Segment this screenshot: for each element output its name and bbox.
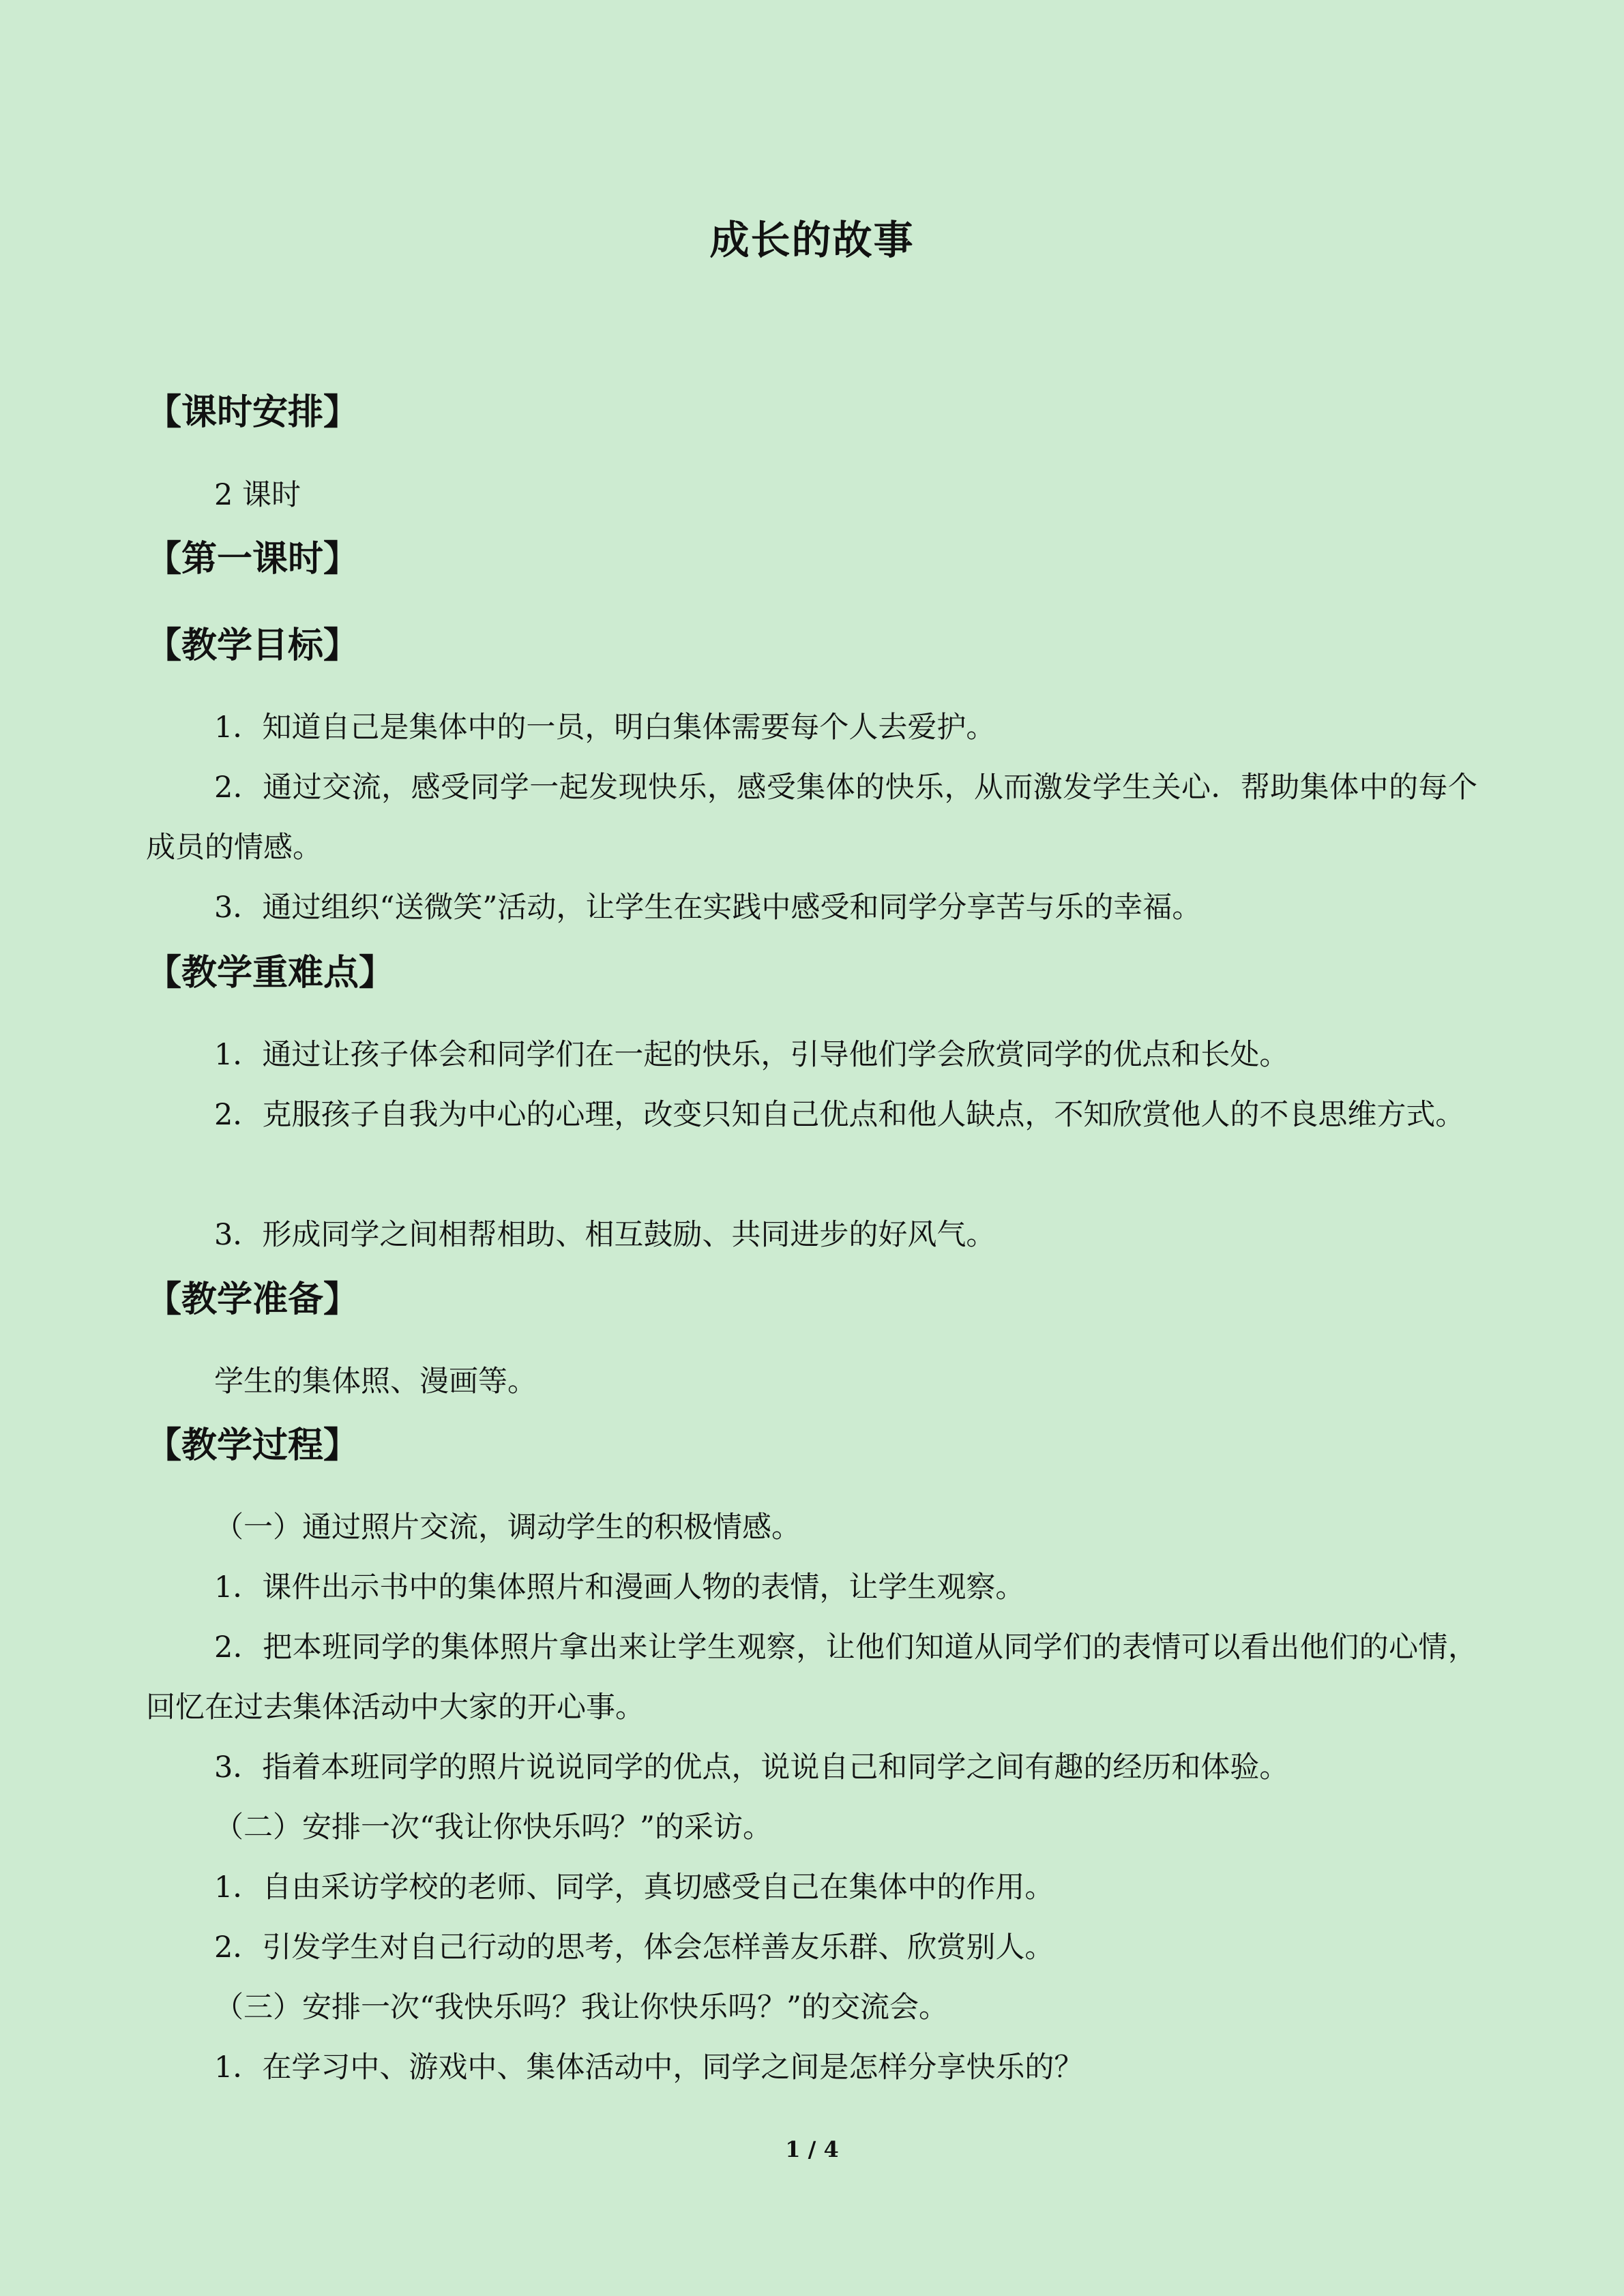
preparation-text: 学生的集体照、漫画等。 (214, 1365, 537, 1399)
process-step: 1．课件出示书中的集体照片和漫画人物的表情，让学生观察。 (214, 1570, 1025, 1605)
page-number: 1 / 4 (785, 2136, 839, 2162)
document-title: 成长的故事 (709, 217, 915, 263)
schedule-text: 2 课时 (214, 478, 301, 512)
heading-process: 【教学过程】 (146, 1425, 359, 1466)
heading-first-lesson: 【第一课时】 (146, 539, 359, 580)
heading-key-points: 【教学重难点】 (146, 953, 395, 994)
key-point-item: 2．克服孩子自我为中心的心理，改变只知自己优点和他人缺点，不知欣赏他人的不良思维方式。 (214, 1098, 1465, 1132)
process-step: 2．把本班同学的集体照片拿出来让学生观察，让他们知道从同学们的表情可以看出他们的心情，回忆在过去集体活动中大家的开心事。 (146, 1630, 1477, 1725)
heading-schedule: 【课时安排】 (146, 392, 359, 433)
heading-goals: 【教学目标】 (146, 625, 359, 666)
process-step: 3．指着本班同学的照片说说同学的优点，说说自己和同学之间有趣的经历和体验。 (214, 1750, 1289, 1785)
goal-item: 2．通过交流，感受同学一起发现快乐，感受集体的快乐，从而激发学生关心．帮助集体中的每个成员的情感。 (146, 771, 1477, 865)
key-point-item: 3．形成同学之间相帮相助、相互鼓励、共同进步的好风气。 (214, 1218, 996, 1252)
goal-item: 3．通过组织“送微笑”活动，让学生在实践中感受和同学分享苦与乐的幸福。 (214, 891, 1202, 925)
process-step: （一）通过照片交流，调动学生的积极情感。 (214, 1510, 801, 1545)
process-step: 2．引发学生对自己行动的思考，体会怎样善友乐群、欣赏别人。 (214, 1930, 1054, 1965)
process-step: （三）安排一次“我快乐吗？我让你快乐吗？”的交流会。 (214, 1991, 948, 2025)
heading-preparation: 【教学准备】 (146, 1279, 359, 1320)
process-step: 1．在学习中、游戏中、集体活动中，同学之间是怎样分享快乐的？ (214, 2051, 1084, 2085)
process-step: 1．自由采访学校的老师、同学，真切感受自己在集体中的作用。 (214, 1870, 1054, 1905)
process-step: （二）安排一次“我让你快乐吗？”的采访。 (214, 1810, 772, 1845)
key-point-item: 1．通过让孩子体会和同学们在一起的快乐，引导他们学会欣赏同学的优点和长处。 (214, 1038, 1289, 1072)
goal-item: 1．知道自己是集体中的一员，明白集体需要每个人去爱护。 (214, 711, 996, 745)
